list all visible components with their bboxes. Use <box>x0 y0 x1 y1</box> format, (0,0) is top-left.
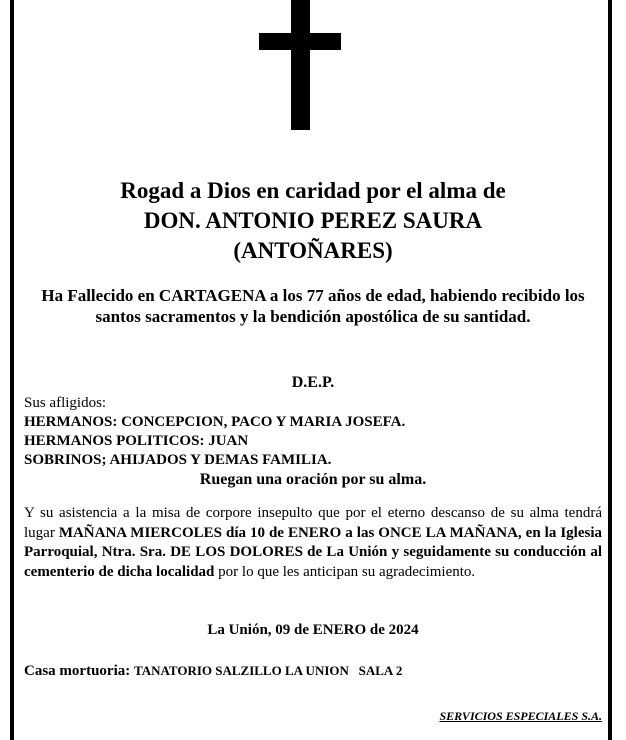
prayer-request: Ruegan una oración por su alma. <box>199 471 427 488</box>
wake-label: Casa mortuoria: <box>24 663 131 679</box>
mourners-line: HERMANOS POLITICOS: JUAN <box>24 433 249 449</box>
dep-label: D.E.P. <box>291 374 335 391</box>
cross-horizontal-bar <box>259 33 341 50</box>
funeral-service-provider: SERVICIOS ESPECIALES S.A. <box>439 709 602 723</box>
mourners-line: SOBRINOS; AHIJADOS Y DEMAS FAMILIA. <box>24 452 332 468</box>
heading-line-1: Rogad a Dios en caridad por el alma de <box>120 178 506 203</box>
mass-text-start: Y su asistencia a la misa de corpore insepulto que por el eterno descanso de su alma tendrá lugar <box>24 505 602 541</box>
mourners-list <box>24 394 604 470</box>
deceased-name: DON. ANTONIO PEREZ SAURA <box>143 208 483 233</box>
mass-announcement <box>24 504 602 582</box>
death-notice-text: Ha Fallecido en CARTAGENA a los 77 años de edad, habiendo recibido los santos sacramentos y la bendición apostólica de su santidad. <box>41 286 585 326</box>
mass-details: MAÑANA MIERCOLES día 10 de ENERO a las ONCE LA MAÑANA, en la Iglesia Parroquial, Ntra. Sra. DE LOS DOLORES de La Unión y seguidamente su conducción al cementerio de dicha localidad <box>24 524 602 580</box>
wake-value: TANATORIO SALZILLO LA UNION SALA 2 <box>133 663 403 678</box>
mourners-line: HERMANOS: CONCEPCION, PACO Y MARIA JOSEFA. <box>24 414 406 430</box>
wake-location <box>24 663 604 680</box>
mass-text-end: por lo que les anticipan su agradecimiento. <box>214 563 476 580</box>
cross-vertical-bar <box>291 0 310 130</box>
deceased-nickname: (ANTOÑARES) <box>233 238 393 263</box>
obituary-heading <box>14 176 612 266</box>
place-date: La Unión, 09 de ENERO de 2024 <box>207 622 419 638</box>
mourners-intro: Sus afligidos: <box>24 395 107 411</box>
